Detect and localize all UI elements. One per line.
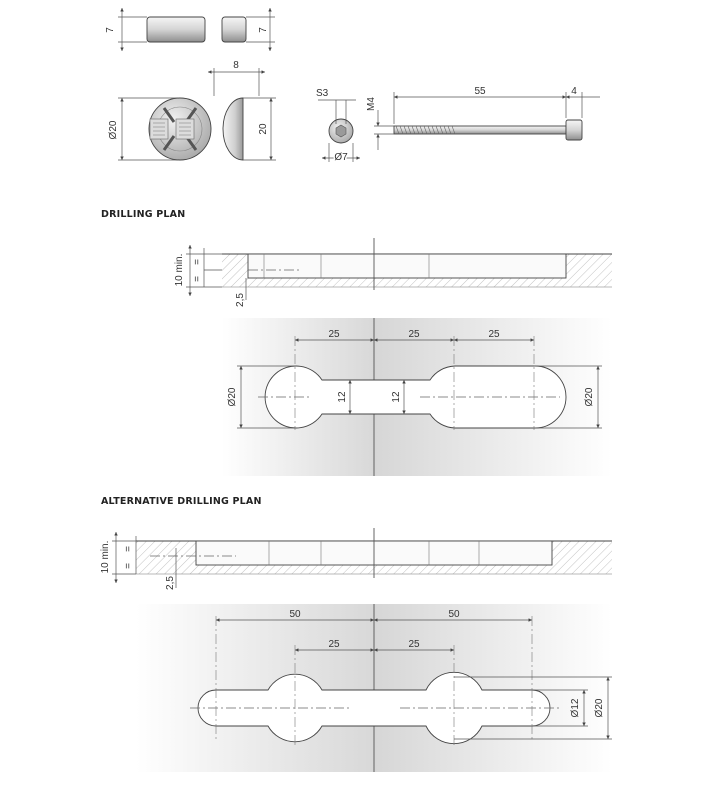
plan2-dia-large: Ø20 [594,698,605,718]
plan2-panel-left [136,604,374,772]
plan2-eq-top: = [123,546,134,552]
thread-dim [374,110,394,150]
alternative-drilling-plan-heading: ALTERNATIVE DRILLING PLAN [101,496,262,507]
cam-diameter-label: Ø20 [108,120,119,140]
plan1-depth-label: 10 min. [174,253,185,287]
cam-height-left-label: 7 [105,27,116,33]
plan1-eq-top: = [192,259,203,265]
hex-key-label: S3 [316,88,329,99]
plan1-dim-c: 25 [488,329,500,340]
part-views [105,8,600,163]
plan2-dia-small: Ø12 [570,698,581,718]
cam-side-height-label: 20 [258,123,269,135]
plan2-eq-bottom: = [123,563,134,569]
screw-head-dia-label: Ø7 [334,152,348,163]
plan2-span-left: 50 [289,609,301,620]
drilling-plan-heading: DRILLING PLAN [101,209,186,220]
plan1-dia-left: Ø20 [227,387,238,407]
plan1-offset-label: 2,5 [235,293,246,307]
plan1-dim-b: 25 [408,329,420,340]
plan2-inner-right: 25 [408,639,420,650]
cam-face [149,98,211,160]
plan1-section [222,238,612,290]
plan2-section [136,528,612,578]
plan1-slot-right: 12 [391,391,402,403]
screw-side [394,120,582,140]
cam-width-dim [208,68,265,96]
cam-half-profile [223,98,243,160]
plan2-panel-right [374,604,612,772]
plan2-span-right: 50 [448,609,460,620]
plan2-offset-label: 2,5 [165,576,176,590]
plan1-dia-right: Ø20 [584,387,595,407]
cam-height-dim-left [118,8,147,51]
screw-head-end [329,119,353,143]
plan2-depth-label: 10 min. [100,540,111,574]
plan1-dim-a: 25 [328,329,340,340]
drilling-plan-2 [100,528,612,772]
drilling-plan-1 [174,238,612,476]
head-length-label: 4 [571,86,577,97]
plan1-eq-bottom: = [192,276,203,282]
plan1-slot-left: 12 [337,391,348,403]
screw-length-label: 55 [474,86,486,97]
screw-length-dim [394,92,600,124]
cam-width-label: 8 [233,60,239,71]
plan2-inner-left: 25 [328,639,340,650]
cam-height-right-label: 7 [258,27,269,33]
cam-body-side [147,17,205,42]
cam-body-side-half [222,17,246,42]
thread-label: M4 [366,97,377,111]
